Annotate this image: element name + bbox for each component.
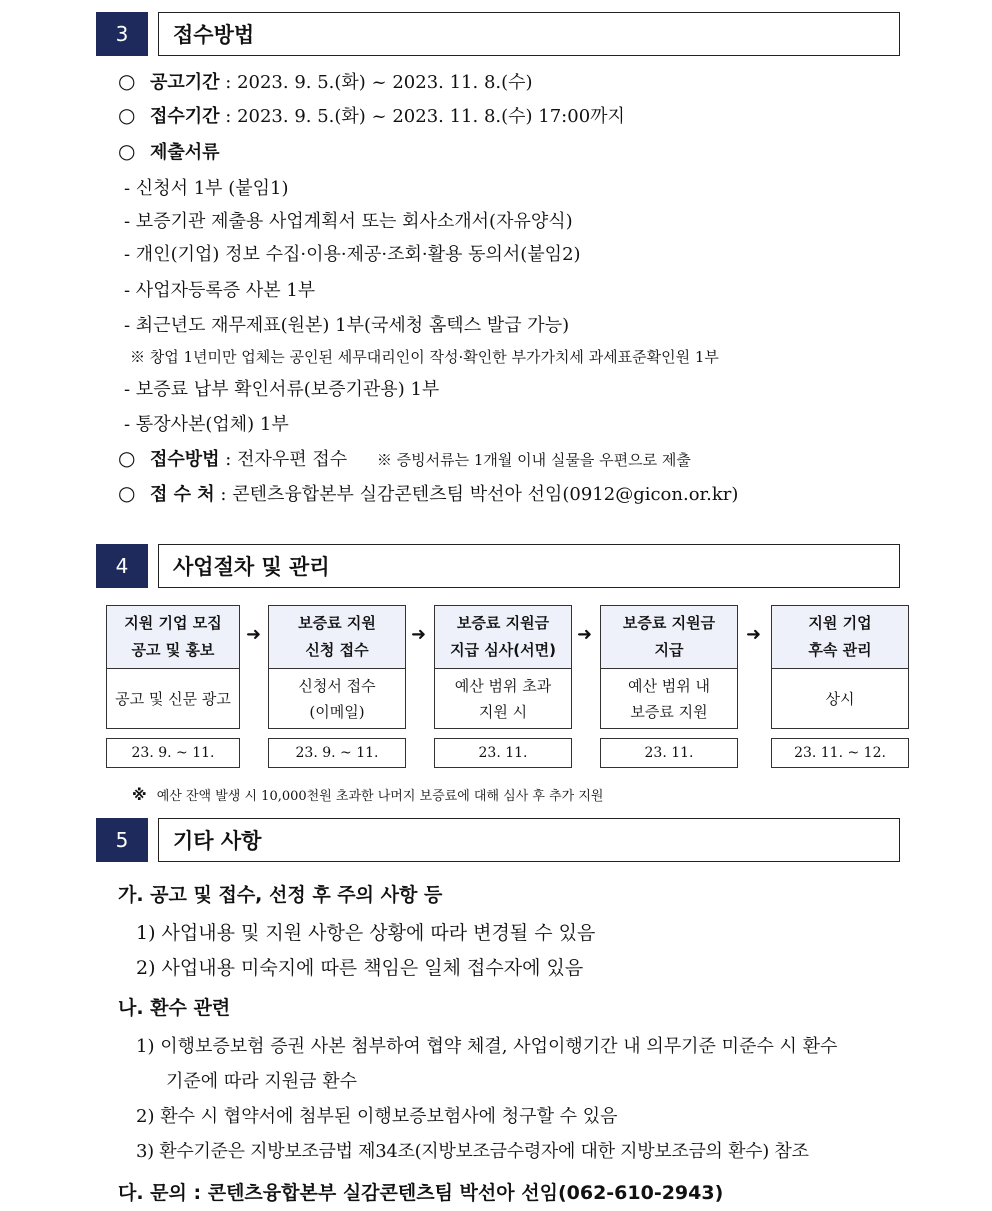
arrow-right-icon: ➜ [577, 624, 593, 645]
list-item: 2) 사업내용 미숙지에 따른 책임은 일체 접수자에 있음 [136, 957, 584, 979]
receive-place [118, 480, 738, 506]
flow-note [132, 785, 603, 804]
receive-value: : 2023. 9. 5.(화) ~ 2023. 11. 8.(수) 17:00까지 [219, 106, 625, 127]
section-3-header [96, 12, 900, 56]
doc-item: - 보증료 납부 확인서류(보증기관용) 1부 [124, 379, 440, 400]
sub-heading-b: 나. 환수 관련 [118, 997, 231, 1019]
docs-heading [118, 138, 220, 164]
section-number: 4 [96, 544, 148, 588]
method-label: 접수방법 [150, 449, 220, 470]
announce-label: 공고기간 [150, 72, 220, 93]
place-value: : 콘텐츠융합본부 실감콘텐츠팀 박선아 선임(0912@gicon.or.kr) [214, 484, 739, 505]
sub-heading-a: 가. 공고 및 접수, 선정 후 주의 사항 등 [118, 884, 443, 906]
flow-step-body: 예산 범위 초과 지원 시 [434, 669, 572, 729]
doc-item: - 최근년도 재무제표(원본) 1부(국세청 홈텍스 발급 가능) [124, 315, 570, 336]
list-item: 2) 환수 시 협약서에 첨부된 이행보증보험사에 청구할 수 있음 [136, 1106, 618, 1127]
doc-item: - 신청서 1부 (붙임1) [124, 178, 289, 199]
bullet-circle-icon: ○ [118, 481, 136, 505]
flow-step-head: 지원 기업 후속 관리 [771, 605, 909, 669]
bullet-circle-icon: ○ [118, 446, 136, 470]
reference-mark-icon: ※ [132, 786, 147, 804]
contact-heading: 다. 문의 : 콘텐츠융합본부 실감콘텐츠팀 박선아 선임(062-610-2943) [118, 1182, 724, 1204]
list-item: 3) 환수기준은 지방보조금법 제34조(지방보조금수령자에 대한 지방보조금의 환수) 참조 [136, 1141, 809, 1162]
doc-item: - 보증기관 제출용 사업계획서 또는 회사소개서(자유양식) [124, 211, 573, 232]
flow-step-date: 23. 9. ~ 11. [268, 738, 406, 768]
flow-step-date: 23. 11. [434, 738, 572, 768]
docs-label: 제출서류 [150, 142, 220, 163]
flow-note-text: 예산 잔액 발생 시 10,000천원 초과한 나머지 보증료에 대해 심사 후 추가 지원 [156, 789, 604, 804]
list-item-continued: 기준에 따라 지원금 환수 [166, 1071, 358, 1092]
section-number: 5 [96, 818, 148, 862]
flow-step-date: 23. 9. ~ 11. [106, 738, 240, 768]
section-number: 3 [96, 12, 148, 56]
place-label: 접 수 처 [150, 484, 215, 505]
receive-period [118, 102, 625, 128]
flow-step-head: 보증료 지원 신청 접수 [268, 605, 406, 669]
doc-note: ※ 창업 1년미만 업체는 공인된 세무대리인이 작성·확인한 부가가치세 과세표준확인원 1부 [130, 348, 719, 366]
receive-method [118, 445, 691, 471]
list-item: 1) 이행보증보험 증권 사본 첨부하여 협약 체결, 사업이행기간 내 의무기준 미준수 시 환수 [136, 1036, 838, 1057]
doc-item: - 개인(기업) 정보 수집·이용·제공·조회·활용 동의서(붙임2) [124, 244, 581, 265]
arrow-right-icon: ➜ [411, 624, 427, 645]
flow-step-head: 보증료 지원금 지급 [600, 605, 738, 669]
flow-step-date: 23. 11. ~ 12. [771, 738, 909, 768]
method-note: ※ 증빙서류는 1개월 이내 실물을 우편으로 제출 [376, 451, 691, 469]
list-item: 1) 사업내용 및 지원 사항은 상황에 따라 변경될 수 있음 [136, 922, 596, 944]
flow-step-head: 보증료 지원금 지급 심사(서면) [434, 605, 572, 669]
section-title: 사업절차 및 관리 [158, 544, 900, 588]
section-title: 접수방법 [158, 12, 900, 56]
announce-period [118, 68, 533, 94]
bullet-circle-icon: ○ [118, 103, 136, 127]
flow-step-body: 신청서 접수 (이메일) [268, 669, 406, 729]
doc-item: - 사업자등록증 사본 1부 [124, 280, 316, 301]
section-title: 기타 사항 [158, 818, 900, 862]
method-value: : 전자우편 접수 [219, 449, 348, 470]
doc-item: - 통장사본(업체) 1부 [124, 414, 289, 435]
flow-step-date: 23. 11. [600, 738, 738, 768]
announce-value: : 2023. 9. 5.(화) ~ 2023. 11. 8.(수) [219, 72, 533, 93]
section-5-header [96, 818, 900, 862]
flow-step-head: 지원 기업 모집 공고 및 홍보 [106, 605, 240, 669]
bullet-circle-icon: ○ [118, 139, 136, 163]
flow-step-body: 상시 [771, 669, 909, 729]
flow-step-body: 공고 및 신문 광고 [106, 669, 240, 729]
flow-step-body: 예산 범위 내 보증료 지원 [600, 669, 738, 729]
arrow-right-icon: ➜ [246, 624, 262, 645]
bullet-circle-icon: ○ [118, 69, 136, 93]
section-4-header [96, 544, 900, 588]
arrow-right-icon: ➜ [746, 624, 762, 645]
receive-label: 접수기간 [150, 106, 220, 127]
